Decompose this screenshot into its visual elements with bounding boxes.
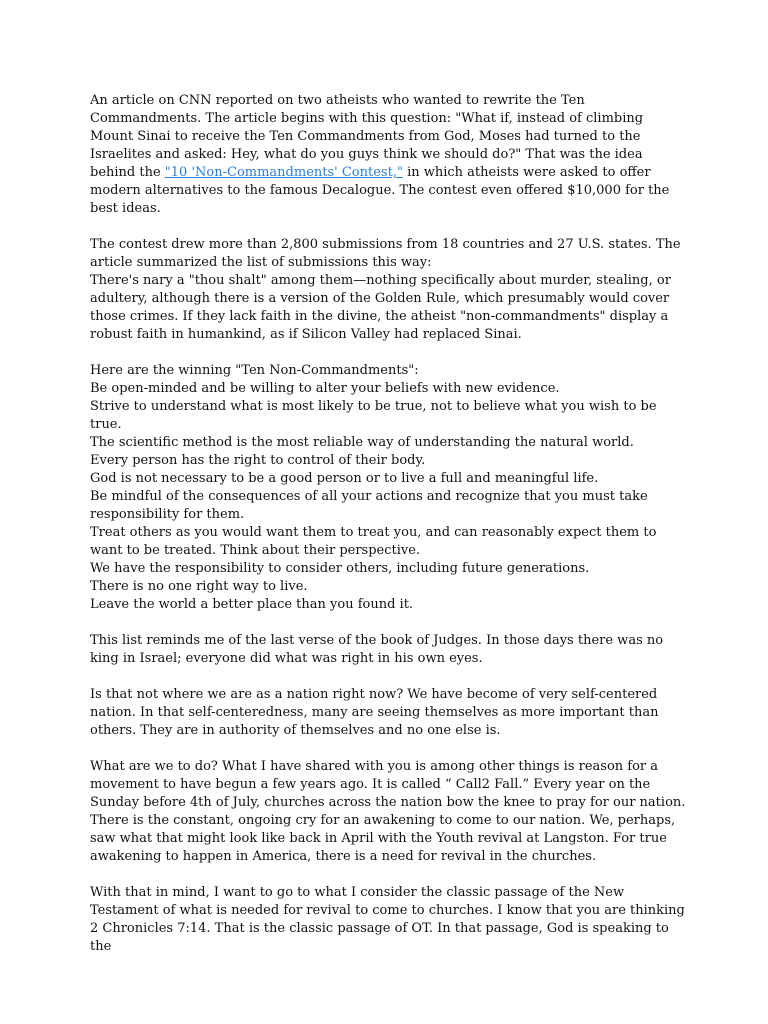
list-item: The scientific method is the most reliable way of understanding the natural world. bbox=[90, 435, 634, 450]
list-item: Strive to understand what is most likely to be true, not to believe what you wish to be true. bbox=[90, 399, 657, 432]
non-commandments-list bbox=[90, 362, 690, 614]
list-heading: Here are the winning "Ten Non-Commandments": bbox=[90, 363, 419, 378]
list-item: God is not necessary to be a good person or to live a full and meaningful life. bbox=[90, 471, 599, 486]
paragraph-judges: This list reminds me of the last verse of the book of Judges. In those days there was no king in Israel; everyone did what was right in his own eyes. bbox=[90, 633, 664, 666]
paragraph-classic-passage: With that in mind, I want to go to what I consider the classic passage of the New Testament of what is needed for revival to come to churches. I know that you are thinking 2 Chronicles 7:14. That is the classic passage of OT. In that passage, God is speaking to the bbox=[90, 885, 685, 954]
contest-link[interactable]: "10 'Non-Commandments' Contest," bbox=[164, 165, 403, 180]
paragraph-text: The contest drew more than 2,800 submissions from 18 countries and 27 U.S. states. The article summarized the list of submissions this way: bbox=[90, 237, 681, 270]
list-item: Every person has the right to control of their body. bbox=[90, 453, 426, 468]
list-item: We have the responsibility to consider others, including future generations. bbox=[90, 561, 590, 576]
paragraph-quote: There's nary a "thou shalt" among them—nothing specifically about murder, stealing, or adultery, although there is a version of the Golden Rule, which presumably would cover those crimes. If they lack faith in the divine, the atheist "non-commandments" display a robust faith in humankind, as if Silicon Valley had replaced Sinai. bbox=[90, 273, 671, 342]
list-item: Be mindful of the consequences of all your actions and recognize that you must take responsibility for them. bbox=[90, 489, 648, 522]
list-item: Treat others as you would want them to treat you, and can reasonably expect them to want to be treated. Think about their perspective. bbox=[90, 525, 657, 558]
list-item: Be open-minded and be willing to alter your beliefs with new evidence. bbox=[90, 381, 560, 396]
list-item: There is no one right way to live. bbox=[90, 579, 308, 594]
paragraph-text: in which atheists were asked to offer modern alternatives to the famous Decalogue. The contest even offered $10,000 for the best ideas. bbox=[90, 165, 670, 216]
paragraph-call2fall: What are we to do? What I have shared with you is among other things is reason for a movement to have begun a few years ago. It is called “ Call2 Fall.” Every year on the Sunday before 4th of July, churches across the nation bow the knee to pray for our nation. There is the constant, ongoing cry for an awakening to come to our nation. We, perhaps, saw what that might look like back in April with the Youth revival at Langston. For true awakening to happen in America, there is a need for revival in the churches. bbox=[90, 759, 686, 864]
paragraph-cnn-article bbox=[90, 92, 690, 218]
list-item: Leave the world a better place than you found it. bbox=[90, 597, 414, 612]
paragraph-text: An article on CNN reported on two atheists who wanted to rewrite the Ten Commandments. The article begins with this question: "What if, instead of climbing Mount Sinai to receive the Ten Commandments from God, Moses had turned to the Israelites and asked: Hey, what do you guys think we should do?" That was the idea behind the bbox=[90, 93, 644, 180]
paragraph-nation: Is that not where we are as a nation right now? We have become of very self-centered nation. In that self-centeredness, many are seeing themselves as more important than others. They are in authority of themselves and no one else is. bbox=[90, 687, 659, 738]
paragraph-submissions bbox=[90, 236, 690, 344]
document-page bbox=[90, 92, 690, 974]
